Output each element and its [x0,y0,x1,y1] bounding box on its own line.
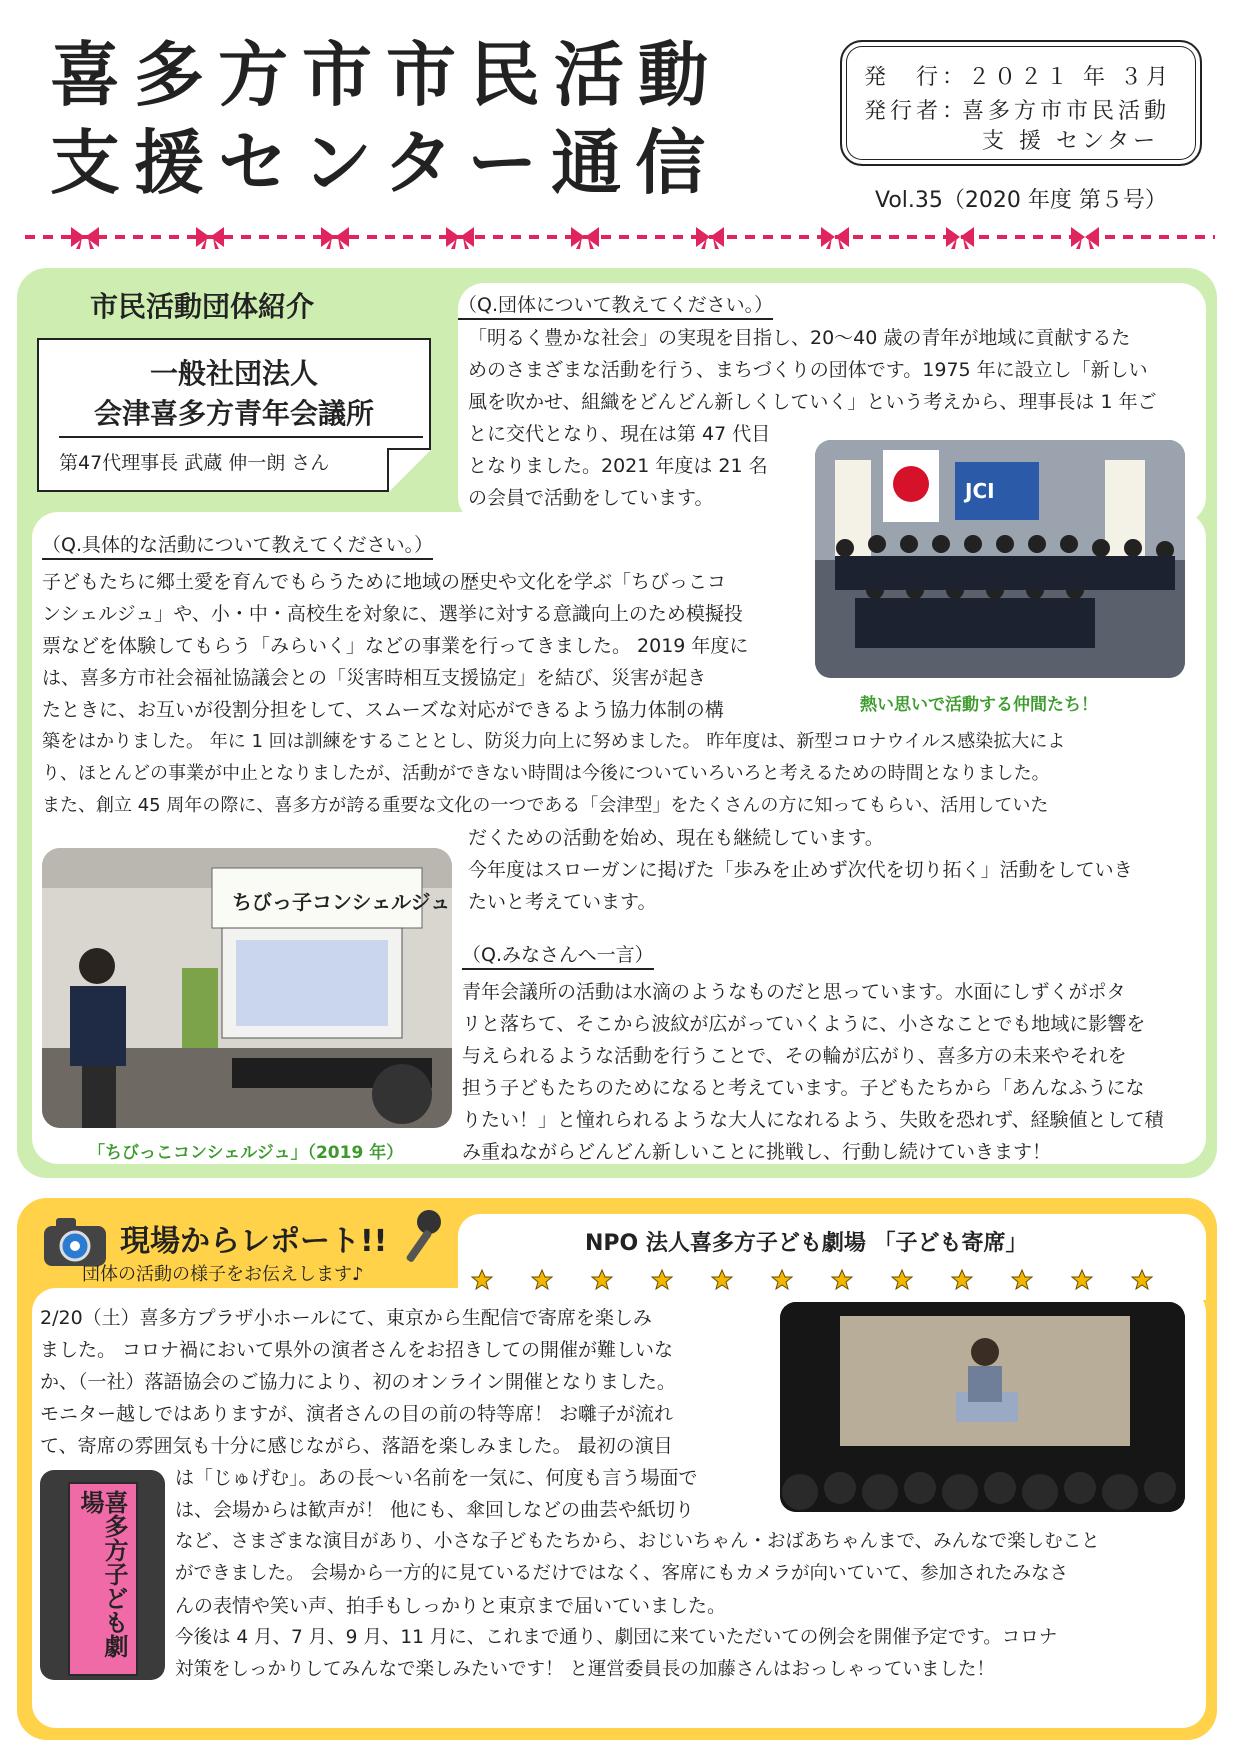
q2-answer-line: 子どもたちに郷土愛を育んでもらうために地域の歴史や文化を学ぶ「ちびっこコ [42,571,727,593]
question-about-activities: （Q.具体的な活動について教えてください。） [42,530,433,560]
concierge-event-photo [42,848,452,1128]
publisher-line2: 支 援 センター [982,129,1160,154]
issue-date: 発 行：２０２１ 年 ３月 [864,65,1172,90]
volume-number: Vol.35（2020 年度 第５号） [875,188,1167,213]
concierge-photo-caption: 「ちびっこコンシェルジュ」（2019 年） [88,1143,404,1163]
q3-answer-line: み重ねながらどんどん新しいことに挑戦し、行動し続けていきます！ [462,1141,1052,1163]
q3-answer-line: りたい！」と憧れられるような大人になれるよう、失敗を恐れず、経験値として積 [462,1109,1164,1131]
newsletter-title-line1: 喜多方市市民活動 [50,34,722,116]
theater-banner-text: 喜多方子ども劇場 [76,1490,128,1658]
field-report-title: 現場からレポート!! [120,1224,388,1259]
q2-answer-line: だくための活動を始め、現在も継続しています。 [468,827,884,849]
nameplate-divider [59,436,423,438]
q2-answer-line: 今年度はスローガンに掲げた「歩みを止めず次代を切り拓く」活動をしていき [468,859,1133,881]
group-intro-heading: 市民活動団体紹介 [90,290,315,323]
question-about-group: （Q.団体について教えてください。） [458,290,773,320]
newsletter-title-line2: 支援センター通信 [50,122,720,204]
q3-answer-line: 青年会議所の活動は水滴のようなものだと思っています。水面にしずくがポタ [462,981,1126,1003]
org-type: 一般社団法人 [149,357,318,390]
ribbon-divider [25,222,1215,252]
q3-answer-line: 与えられるような活動を行うことで、その輪が広がり、喜多方の未来やそれを [462,1045,1127,1067]
org-chairman: 第47代理事長 武蔵 伸一朗 さん [59,452,330,474]
q2-answer-line: たときに、お互いが役割分担をして、スムーズな対応ができるよう協力体制の構 [42,699,724,721]
report-line: んの表情や笑い声、拍手もしっかりと東京まで届いていました。 [175,1595,727,1617]
npo-event-title: NPO 法人喜多方子ども劇場 「子ども寄席」 [585,1231,1028,1256]
q1-answer-line: 風を吹かせ、組織をどんどん新しくしていく」という考えから、理事長は 1 年ご [468,391,1157,413]
issue-info-box [840,40,1202,166]
org-nameplate [37,338,431,492]
report-line: 今後は 4 月、7 月、9 月、11 月に、これまで通り、劇団に来ていただいての例会を開催予定です。コロナ [175,1627,1058,1648]
q2-answer-line: り、ほとんどの事業が中止となりましたが、活動ができない時間は今後についていろいろと考えるための時間となりました。 [42,763,1050,784]
report-line: か、（一社）落語協会のご協力により、初のオンライン開催となりました。 [40,1371,676,1393]
q1-answer-line: の会員で活動をしています。 [468,487,714,509]
group-members-photo [815,440,1185,678]
q2-answer-line: また、創立 45 周年の際に、喜多方が誇る重要な文化の一つである「会津型」をたくさんの方に知ってもらい、活用していた [42,795,1049,816]
report-line: モニター越しではありますが、演者さんの目の前の特等席！ お囃子が流れ [40,1403,674,1425]
publisher-label: 発行者： [864,99,969,124]
report-line: て、寄席の雰囲気も十分に感じながら、落語を楽しみました。 最初の演目 [40,1435,673,1457]
q2-answer-line: ンシェルジュ」や、小・中・高校生を対象に、選挙に対する意識向上のため模擬投 [42,603,743,625]
q1-answer-line: 「明るく豊かな社会」の実現を目指し、20～40 歳の青年が地域に貢献するた [468,327,1131,349]
q1-answer-line: めのさまざまな活動を行う、まちづくりの団体です。1975 年に設立し「新しい [468,359,1148,381]
q1-answer-line: とに交代となり、現在は第 47 代目 [468,423,771,445]
q3-answer-line: 担う子どもたちのためになると考えています。子どもたちから「あんなふうにな [462,1077,1145,1099]
report-line: は「じゅげむ」。あの長～い名前を一気に、何度も言う場面で [175,1467,698,1489]
q2-answer-line: たいと考えています。 [468,891,657,913]
q3-answer-line: リと落ちて、そこから波紋が広がっていくように、小さなことでも地域に影響を [462,1013,1146,1035]
group-photo-caption: 熱い思いで活動する仲間たち！ [860,695,1098,715]
report-line: 2/20（土）喜多方プラザ小ホールにて、東京から生配信で寄席を楽しみ [40,1307,652,1329]
org-name: 会津喜多方青年会議所 [93,397,374,430]
report-line: ができました。 会場から一方的に見ているだけではなく、客席にもカメラが向いていて、参加されたみなさ [175,1563,1069,1584]
q2-answer-line: 築をはかりました。 年に 1 回は訓練をすることとし、防災力向上に努めました。 昨年度は、新型コロナウイルス感染拡大によ [42,731,1066,752]
report-line: は、会場からは歓声が！ 他にも、傘回しなどの曲芸や紙切り [175,1499,695,1521]
field-report-subtitle: 団体の活動の様子をお伝えします♪ [82,1264,364,1285]
publisher-line1: 喜多方市市民活動 [962,99,1171,124]
report-line: など、さまざまな演目があり、小さな子どもたちから、おじいちゃん・おばあちゃんまで、みんなで楽しむこと [175,1531,1100,1552]
star-divider-icon [470,1268,1170,1292]
q2-answer-line: 票などを体験してもらう「みらいく」などの事業を行ってきました。 2019 年度に [42,635,749,657]
q2-answer-line: は、喜多方市社会福祉協議会との「災害時相互支援協定」を結び、災害が起き [42,667,707,689]
theater-banner-photo [40,1470,165,1680]
report-line: 対策をしっかりしてみんなで楽しみたいです！ と運営委員長の加藤さんはおっしゃっていました！ [175,1659,995,1680]
concierge-banner-text: ちびっ子コンシェルジュ [232,890,451,914]
question-message: （Q.みなさんへ一言） [462,940,654,970]
rakugo-stage-photo [780,1302,1185,1512]
page-curl-icon [387,448,431,492]
svg-text:JCI: JCI [965,479,995,503]
q1-answer-line: となりました。2021 年度は 21 名 [468,455,768,477]
report-line: ました。 コロナ禍において県外の演者さんをお招きしての開催が難しいな [40,1339,674,1361]
microphone-icon [395,1206,445,1270]
